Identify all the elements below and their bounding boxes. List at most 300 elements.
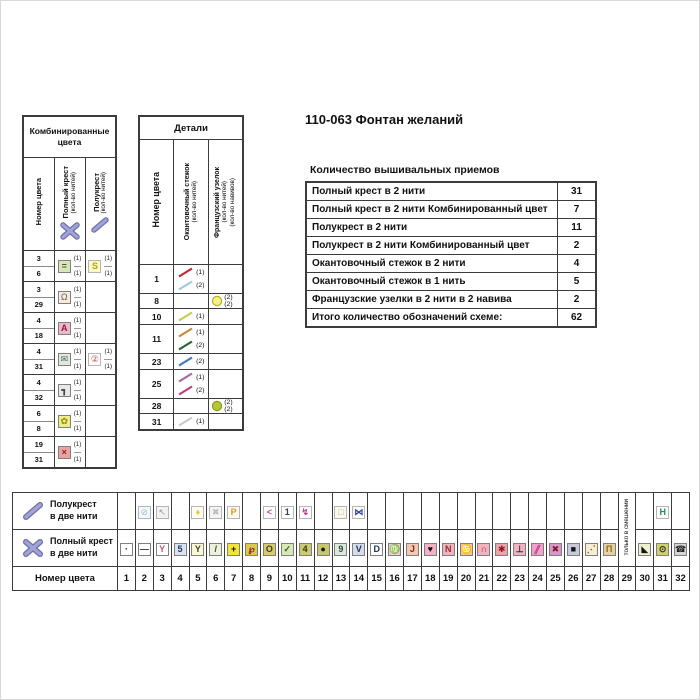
half-cross-cell (386, 493, 404, 530)
count-value: (1) (74, 314, 82, 328)
symbol-glyph: ♥ (427, 544, 433, 554)
details-row (139, 325, 243, 354)
symbol-glyph: H (659, 507, 666, 517)
stitch-line-icon (177, 327, 194, 338)
color-number: 19 (439, 567, 457, 591)
halfcross-cell (85, 344, 116, 375)
stats-label: Полный крест в 2 нити Комбинированный цвет (306, 201, 558, 219)
half-cross-symbol (656, 506, 669, 519)
half-cross-cell (493, 493, 511, 530)
half-cross-cell (243, 493, 261, 530)
details-table (138, 115, 244, 431)
number-pair (24, 375, 54, 405)
symbol-glyph: 4 (302, 544, 308, 554)
number-pair (24, 251, 54, 281)
count-value: (1) (73, 331, 82, 339)
color-number: 31 (34, 455, 43, 465)
stitch-line-icon (177, 340, 194, 351)
symbol-glyph: ✖ (212, 507, 220, 517)
stats-label: Полукрест в 2 нити (306, 219, 558, 237)
details-row (139, 354, 243, 370)
thread-counts (74, 407, 82, 434)
count-value: (1) (74, 252, 82, 266)
stats-label: Полукрест в 2 нити Комбинированный цвет (306, 237, 558, 255)
full-cross-cell (672, 530, 690, 567)
backstitch-entry (177, 416, 208, 427)
symbol-glyph: 9 (338, 544, 344, 554)
full-cross-symbol (245, 543, 258, 556)
stitch-line-icon (177, 267, 194, 278)
full-cross-symbol (638, 543, 651, 556)
symbol-glyph: ↯ (301, 507, 309, 517)
symbol-glyph: — (139, 544, 149, 554)
combined-col-number-header: Номер цвета (23, 158, 54, 251)
stats-row (306, 237, 596, 255)
french-knot-cell (208, 354, 243, 370)
half-cross-cell (350, 493, 368, 530)
full-cross-symbol (531, 543, 544, 556)
full-cross-cell (421, 530, 439, 567)
color-number: 4 (24, 344, 54, 360)
symbol-glyph: = (61, 260, 67, 271)
full-cross-symbol (174, 543, 187, 556)
combined-color-row (23, 313, 116, 344)
half-cross-cell (171, 493, 189, 530)
full-cross-cell (511, 530, 529, 567)
symbol-glyph: · (124, 544, 128, 554)
backstitch-entry (177, 340, 208, 351)
full-cross-symbol (58, 260, 71, 273)
color-number: 6 (36, 269, 41, 279)
color-number: 31 (139, 414, 174, 431)
combined-color-row (23, 437, 116, 469)
full-cross-cell (493, 530, 511, 567)
color-number: 30 (636, 567, 654, 591)
count-value: (1) (73, 269, 82, 277)
symbol-glyph: V (355, 544, 362, 554)
count-value: (1) (74, 345, 82, 359)
full-cross-symbol (58, 353, 71, 366)
count-value: (1) (196, 418, 205, 425)
half-cross-cell (278, 493, 296, 530)
color-number: 23 (139, 354, 174, 370)
halfcross-cell (85, 437, 116, 469)
stats-label: Итого количество обозначений схеме: (306, 309, 558, 328)
fullcross-cell (54, 437, 85, 469)
backstitch-entry (177, 385, 208, 396)
full-cross-symbol (352, 543, 365, 556)
full-cross-symbol (603, 543, 616, 556)
details-col-stitch-header: Окантовочный стежок (кол-во нитей) (174, 140, 209, 265)
color-number: 25 (139, 370, 174, 399)
full-cross-cell (135, 530, 153, 567)
stats-row (306, 201, 596, 219)
symbol-glyph: ✿ (60, 415, 68, 426)
symbol-glyph: < (266, 507, 273, 517)
full-cross-cell (529, 530, 547, 567)
symbol-glyph: 1 (284, 507, 290, 517)
half-cross-cell (421, 493, 439, 530)
stats-label: Окантовочный стежок в 1 нить (306, 273, 558, 291)
stitch-line-icon (177, 385, 194, 396)
french-knot-cell (208, 265, 243, 294)
combined-color-row (23, 344, 116, 375)
half-cross-cell (457, 493, 475, 530)
stitch-line-icon (177, 356, 194, 367)
color-number: 10 (139, 309, 174, 325)
french-knot-cell (208, 325, 243, 354)
symbol-glyph: ✱ (498, 544, 506, 554)
backstitch-cell (174, 309, 209, 325)
full-cross-cell (314, 530, 332, 567)
combined-color-row (23, 375, 116, 406)
count-value: (1) (73, 300, 82, 308)
full-cross-cell (439, 530, 457, 567)
color-number: 5 (189, 567, 207, 591)
half-cross-cell (118, 493, 136, 530)
full-cross-symbol (281, 543, 294, 556)
stats-value: 4 (558, 255, 597, 273)
half-cross-cell (547, 493, 565, 530)
halfcross-cell (85, 406, 116, 437)
half-cross-symbol (88, 353, 101, 366)
color-number: 24 (529, 567, 547, 591)
fullcross-cell (54, 344, 85, 375)
number-pair (24, 344, 54, 374)
fullcross-cell (54, 282, 85, 313)
backstitch-cell (174, 414, 209, 431)
half-cross-cell (475, 493, 493, 530)
color-number: 23 (511, 567, 529, 591)
symbol-glyph: Y (194, 544, 201, 554)
halfcross-row-label: Полукрест в две нити (13, 493, 118, 530)
half-cross-symbol (191, 506, 204, 519)
half-cross-cell (225, 493, 243, 530)
full-cross-symbol (370, 543, 383, 556)
backstitch-entry (177, 280, 208, 291)
backstitch-cell (174, 370, 209, 399)
color-number: 4 (171, 567, 189, 591)
count-value: (1) (104, 362, 113, 370)
backstitch-entry (177, 356, 208, 367)
color-number: 7 (225, 567, 243, 591)
full-cross-symbol (460, 543, 473, 556)
half-cross-cell (189, 493, 207, 530)
thread-counts (74, 252, 82, 279)
fullcross-cell (54, 406, 85, 437)
fullcross-cell (54, 251, 85, 282)
full-cross-cell (386, 530, 404, 567)
full-cross-cell (654, 530, 672, 567)
full-cross-symbol (58, 291, 71, 304)
thread-counts (74, 438, 82, 465)
number-pair (24, 313, 54, 343)
full-cross-cell (332, 530, 350, 567)
color-number: 18 (421, 567, 439, 591)
symbol-glyph: Π (605, 544, 613, 554)
half-cross-cell (564, 493, 582, 530)
details-row (139, 370, 243, 399)
count-value: (1) (73, 393, 82, 401)
color-number: 15 (368, 567, 386, 591)
count-value: (1) (74, 376, 82, 390)
color-number-pair (23, 251, 54, 282)
symbol-glyph: ✓ (283, 544, 292, 554)
color-number-pair (23, 313, 54, 344)
stats-row (306, 309, 596, 328)
count-value: (1) (196, 329, 205, 336)
combined-color-row (23, 282, 116, 313)
symbol-glyph: Υ (159, 544, 166, 554)
full-cross-cell (636, 530, 654, 567)
stats-value: 2 (558, 237, 597, 255)
half-cross-cell (439, 493, 457, 530)
half-cross-icon (89, 216, 111, 234)
details-table-title: Детали (139, 116, 243, 140)
symbol-glyph: / (214, 544, 218, 554)
count-value: (2) (196, 342, 205, 349)
symbol-glyph: ↖ (158, 507, 166, 517)
stats-row (306, 255, 596, 273)
color-number: 17 (404, 567, 422, 591)
stats-value: 7 (558, 201, 597, 219)
color-number: 6 (24, 406, 54, 422)
stitch-line-icon (177, 416, 194, 427)
full-cross-cell (600, 530, 618, 567)
half-cross-symbol (209, 506, 222, 519)
combined-col-fullcross-header: Полный крест (кол-во нитей) (54, 158, 85, 251)
full-cross-symbol (58, 322, 71, 335)
stats-row (306, 219, 596, 237)
count-value: (2) (2) (224, 399, 233, 413)
half-cross-cell (332, 493, 350, 530)
color-number-pair (23, 406, 54, 437)
color-number-pair (23, 344, 54, 375)
symbol-glyph: ♦ (195, 507, 201, 517)
full-cross-cell (118, 530, 136, 567)
half-cross-symbol (299, 506, 312, 519)
color-number: 16 (386, 567, 404, 591)
count-value: (1) (196, 269, 205, 276)
full-cross-symbol (120, 543, 133, 556)
color-number: 2 (135, 567, 153, 591)
french-knot-entry (209, 294, 242, 308)
full-cross-symbol (513, 543, 526, 556)
half-cross-symbol (138, 506, 151, 519)
combined-color-row (23, 406, 116, 437)
count-value: (2) (196, 387, 205, 394)
symbol-glyph: ♋ (460, 544, 472, 554)
stats-value: 11 (558, 219, 597, 237)
stats-value: 5 (558, 273, 597, 291)
combined-color-row (23, 251, 116, 282)
color-number: 21 (475, 567, 493, 591)
stats-row (306, 182, 596, 201)
backstitch-entry (177, 327, 208, 338)
full-cross-cell (368, 530, 386, 567)
french-knot-cell (208, 294, 243, 309)
symbol-glyph: A (60, 322, 68, 333)
number-pair (24, 282, 54, 312)
color-number: 1 (139, 265, 174, 294)
french-knot-icon (211, 295, 222, 307)
combined-table-title: Комбинированные цвета (23, 116, 116, 158)
full-cross-symbol (317, 543, 330, 556)
full-cross-cell (171, 530, 189, 567)
note-only-in-blending: только в смешении (618, 493, 636, 567)
symbol-glyph: ⊥ (515, 544, 524, 554)
details-col-knot-header: Французский узелок (кол-во нитей) (кол-во навивов) (208, 140, 243, 265)
stats-row (306, 291, 596, 309)
symbol-glyph: O (265, 544, 273, 554)
details-row (139, 399, 243, 414)
color-number: 11 (139, 325, 174, 354)
color-number: 29 (34, 300, 43, 310)
full-cross-symbol (209, 543, 222, 556)
symbol-glyph: ● (320, 544, 326, 554)
full-cross-symbol (585, 543, 598, 556)
stats-row (306, 273, 596, 291)
full-cross-symbol (263, 543, 276, 556)
color-number: 9 (261, 567, 279, 591)
color-number: 19 (24, 437, 54, 453)
color-number: 8 (36, 424, 41, 434)
french-knot-cell (208, 309, 243, 325)
full-cross-cell (564, 530, 582, 567)
stats-label: Полный крест в 2 нити (306, 182, 558, 201)
details-row (139, 414, 243, 431)
backstitch-cell (174, 325, 209, 354)
thread-counts (104, 252, 112, 279)
color-number: 32 (672, 567, 690, 591)
color-number: 25 (547, 567, 565, 591)
half-cross-cell (207, 493, 225, 530)
full-cross-cell (404, 530, 422, 567)
number-pair (24, 406, 54, 436)
thread-counts (74, 283, 82, 310)
color-number: 13 (332, 567, 350, 591)
symbol-glyph: ◣ (641, 544, 649, 554)
fullcross-cell (54, 375, 85, 406)
number-pair (24, 437, 54, 467)
full-cross-cell (475, 530, 493, 567)
symbol-glyph: ☎ (674, 544, 687, 554)
color-number: 29 (618, 567, 636, 591)
color-number: 31 (654, 567, 672, 591)
half-cross-symbol (263, 506, 276, 519)
fullcross-row-label: Полный крест в две нити (13, 530, 118, 567)
full-cross-symbol (656, 543, 669, 556)
french-knot-cell (208, 414, 243, 431)
full-cross-symbol (495, 543, 508, 556)
half-cross-cell (529, 493, 547, 530)
color-number: 28 (600, 567, 618, 591)
stats-label: Французские узелки в 2 нити в 2 навива (306, 291, 558, 309)
full-cross-symbol (299, 543, 312, 556)
full-cross-cell (547, 530, 565, 567)
halfcross-cell (85, 282, 116, 313)
full-cross-cell (582, 530, 600, 567)
color-number: 3 (24, 251, 54, 267)
color-number: 3 (24, 282, 54, 298)
full-cross-cell (153, 530, 171, 567)
half-cross-cell (314, 493, 332, 530)
symbol-glyph: N (444, 544, 452, 554)
count-value: (1) (104, 269, 113, 277)
symbol-glyph: Ω (60, 291, 68, 302)
symbol-glyph: ⊙ (658, 544, 667, 554)
halfcross-cell (85, 251, 116, 282)
half-cross-cell (672, 493, 690, 530)
symbol-glyph: ⋈ (354, 507, 364, 517)
half-cross-cell (636, 493, 654, 530)
half-cross-symbol (334, 506, 347, 519)
half-cross-cell (600, 493, 618, 530)
half-cross-cell (654, 493, 672, 530)
backstitch-entry (177, 311, 208, 322)
full-cross-cell (189, 530, 207, 567)
count-value: (1) (196, 313, 205, 320)
half-cross-symbol (156, 506, 169, 519)
backstitch-entry (177, 267, 208, 278)
count-value: (2) (196, 282, 205, 289)
full-cross-symbol (156, 543, 169, 556)
color-number: 6 (207, 567, 225, 591)
color-number-pair (23, 282, 54, 313)
backstitch-entry (177, 372, 208, 383)
half-cross-symbol (281, 506, 294, 519)
full-cross-symbol (424, 543, 437, 556)
details-row (139, 309, 243, 325)
color-number: 3 (153, 567, 171, 591)
symbol-glyph: ■ (570, 544, 577, 554)
backstitch-cell (174, 354, 209, 370)
combined-colors-table (22, 115, 117, 469)
color-number: 12 (314, 567, 332, 591)
color-number: 20 (457, 567, 475, 591)
half-cross-symbol (352, 506, 365, 519)
stats-label: Окантовочный стежок в 2 нити (306, 255, 558, 273)
details-row (139, 265, 243, 294)
half-cross-cell (261, 493, 279, 530)
full-cross-symbol (58, 384, 71, 397)
full-cross-cell (350, 530, 368, 567)
half-cross-cell (135, 493, 153, 530)
stats-table-title: Количество вышивальных приемов (310, 164, 500, 176)
color-number: 1 (118, 567, 136, 591)
full-cross-cell (457, 530, 475, 567)
symbol-glyph: ∩ (480, 544, 488, 554)
stitch-line-icon (177, 372, 194, 383)
full-cross-symbol (227, 543, 240, 556)
symbol-glyph: ✉ (60, 353, 68, 364)
full-cross-symbol (567, 543, 580, 556)
full-cross-symbol (58, 446, 71, 459)
color-number: 11 (296, 567, 314, 591)
color-number: 14 (350, 567, 368, 591)
full-cross-cell (296, 530, 314, 567)
half-cross-cell (296, 493, 314, 530)
halfcross-cell (85, 313, 116, 344)
full-cross-symbol (191, 543, 204, 556)
full-cross-symbol (442, 543, 455, 556)
stats-value: 62 (558, 309, 597, 328)
count-value: (1) (73, 424, 82, 432)
color-number: 26 (564, 567, 582, 591)
details-col-number-header: Номер цвета (139, 140, 174, 265)
symbol-glyph: + (231, 544, 237, 554)
fullcross-cell (54, 313, 85, 344)
